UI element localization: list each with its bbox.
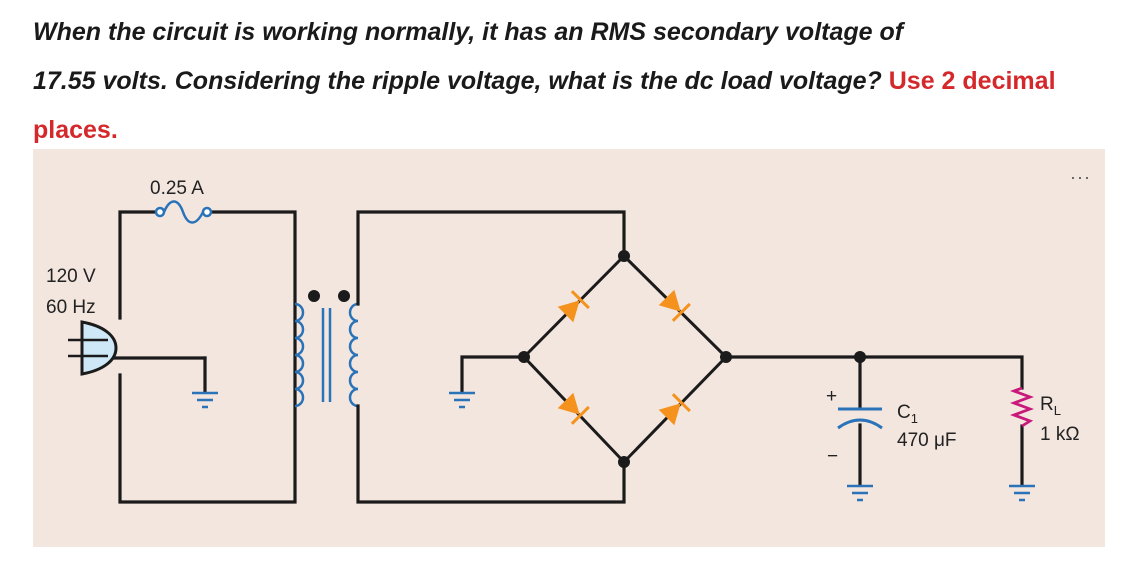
resistor-icon	[1014, 388, 1030, 426]
question-line-1: When the circuit is working normally, it has an RMS secondary voltage of	[33, 18, 904, 46]
capacitor-value-label: 470 μF	[897, 430, 957, 451]
source-frequency-label: 60 Hz	[46, 297, 96, 318]
question-line-2: 17.55 volts. Considering the ripple voltage, what is the dc load voltage?	[33, 67, 882, 95]
fuse-icon	[156, 202, 211, 223]
ground-icon-resistor	[1009, 486, 1035, 500]
ground-icon-primary	[192, 393, 218, 407]
more-options-icon[interactable]: ···	[1070, 167, 1091, 187]
decimal-hint: Use 2 decimal places.	[33, 67, 1056, 144]
primary-wiring	[108, 212, 295, 502]
capacitor-name-label: $C_1$	[897, 402, 918, 426]
resistor-name-label: $R_L$	[1040, 394, 1061, 418]
ac-plug-icon	[68, 322, 116, 374]
source-voltage-label: 120 V	[46, 266, 96, 287]
transformer-icon	[295, 290, 358, 406]
capacitor-plus-label: +	[826, 386, 838, 407]
bridge-rectifier	[518, 250, 866, 468]
ground-icon-capacitor	[847, 486, 873, 500]
secondary-wiring	[358, 212, 1022, 502]
ground-icon-bridge	[449, 393, 475, 407]
fuse-label: 0.25 A	[150, 178, 204, 199]
resistor-value-label: 1 kΩ	[1040, 424, 1080, 445]
capacitor-minus-label: −	[827, 446, 839, 467]
